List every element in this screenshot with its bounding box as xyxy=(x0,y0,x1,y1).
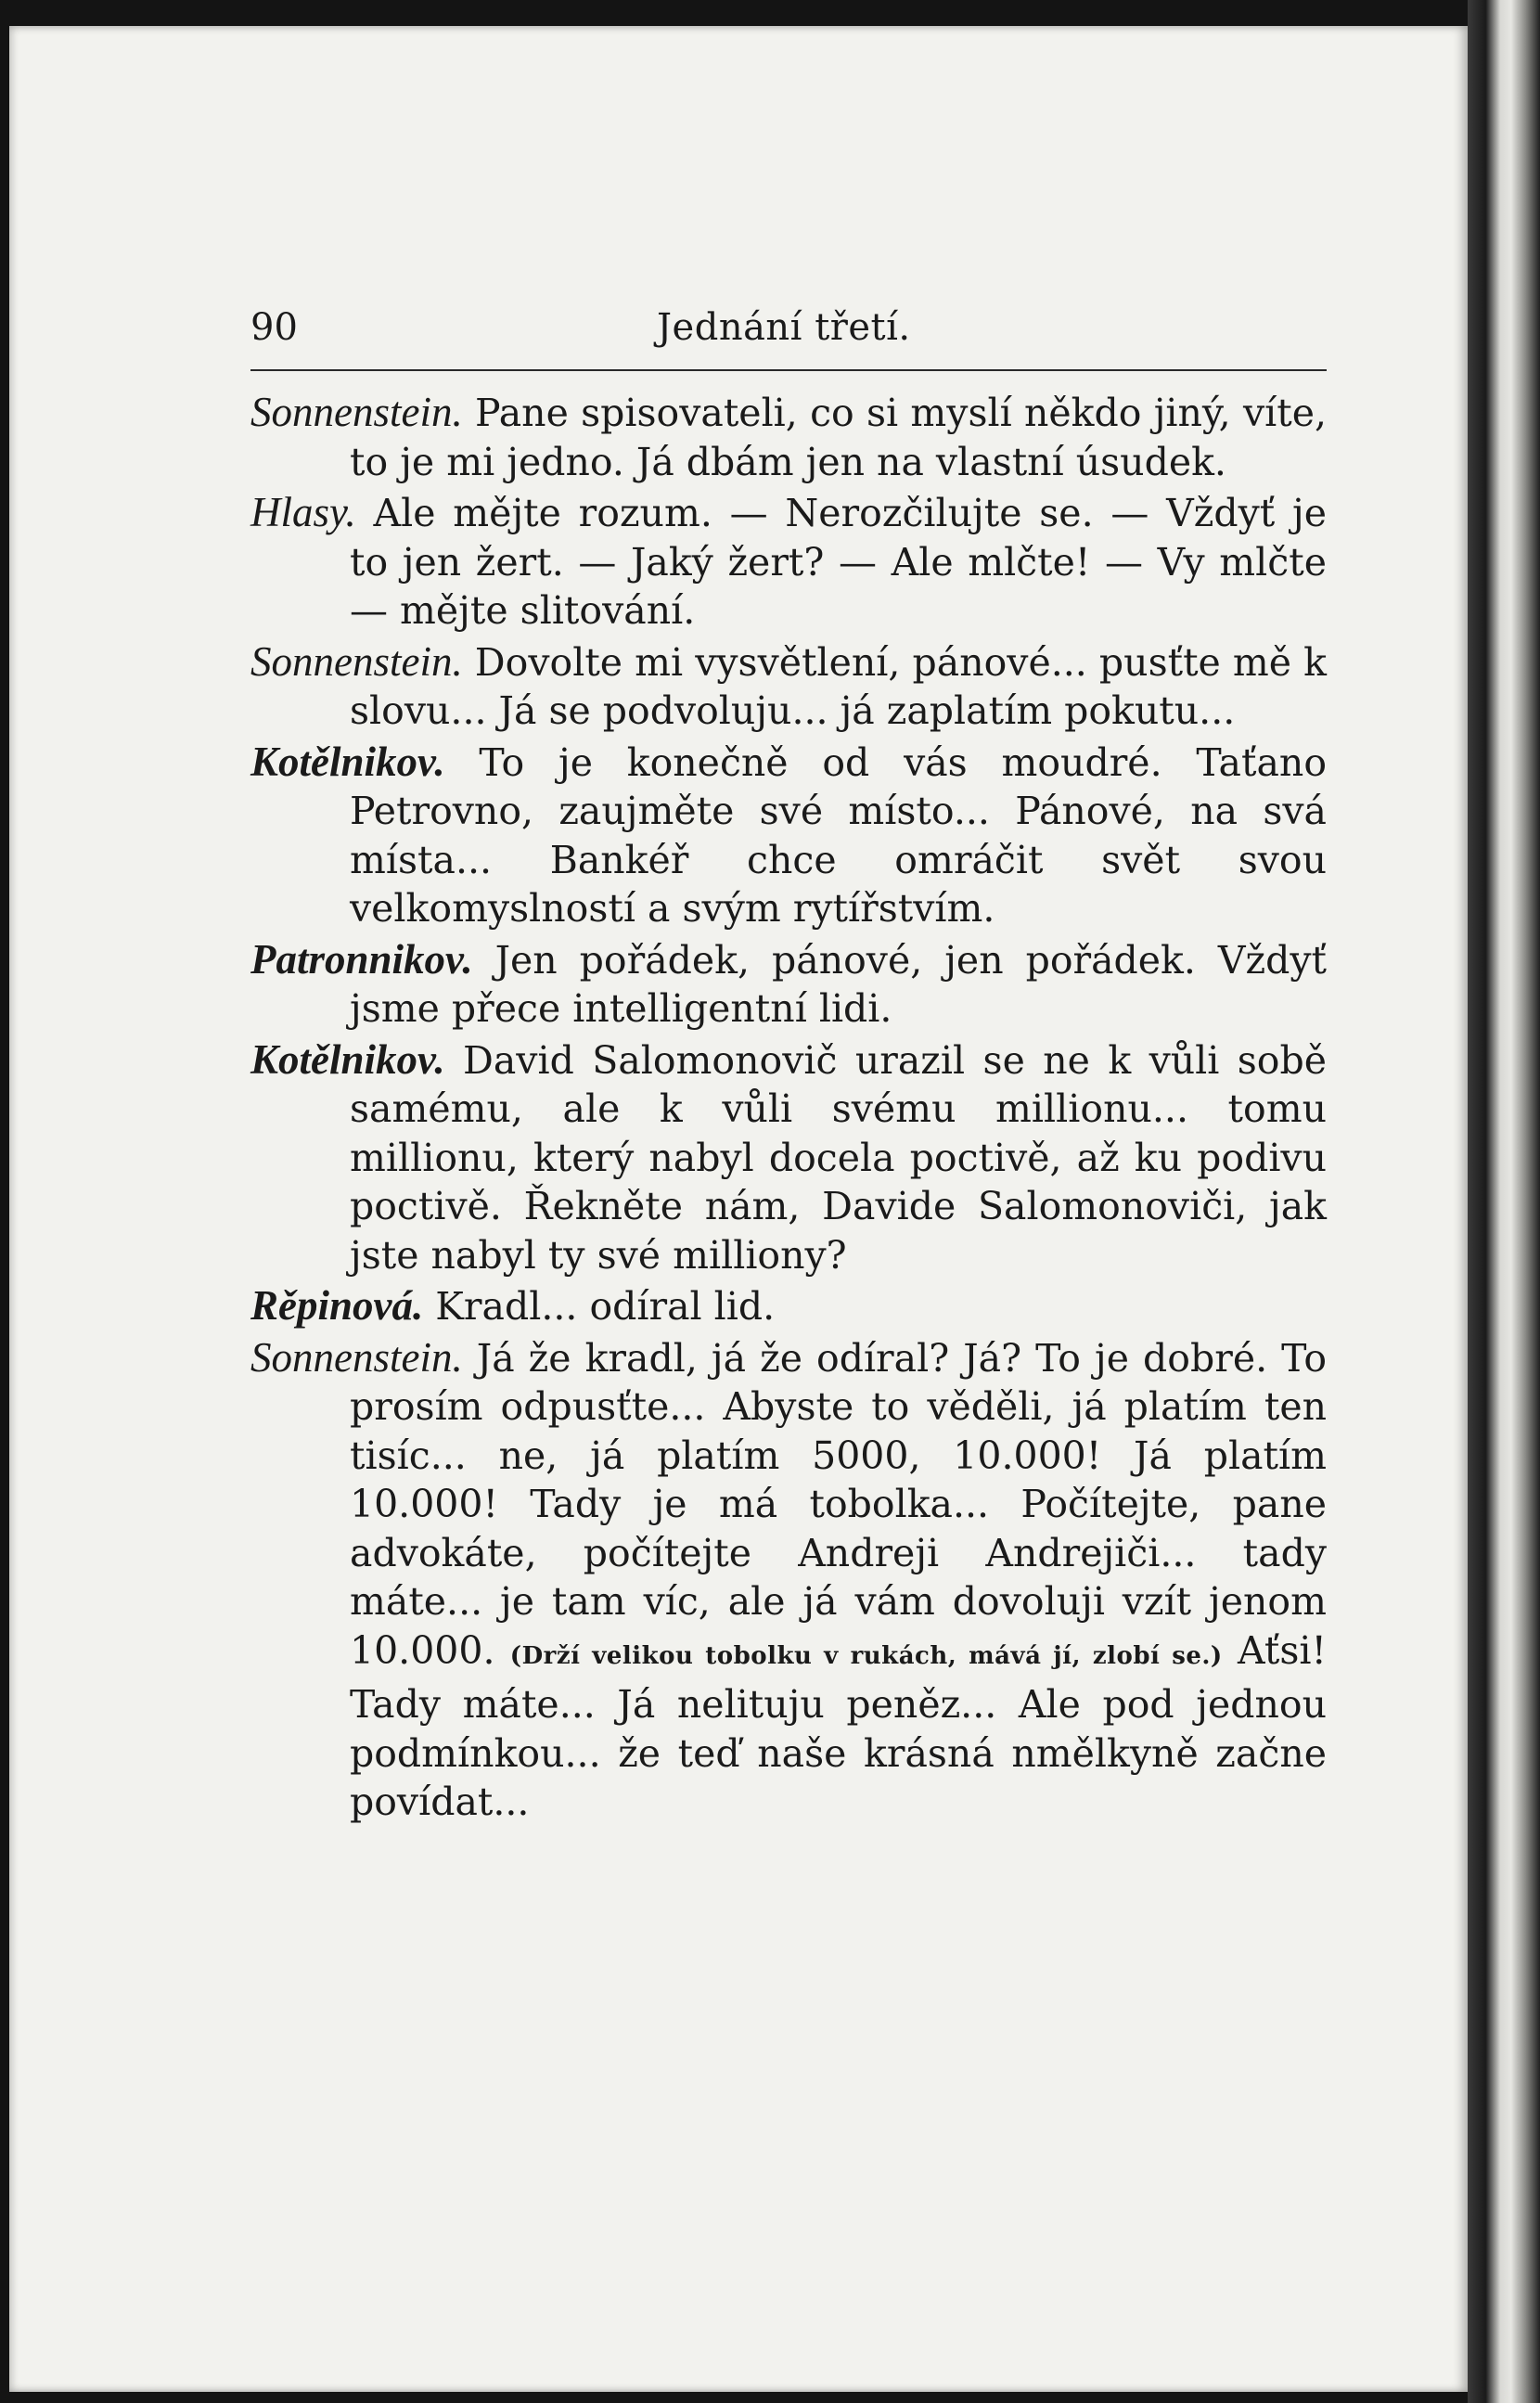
speaker-name: Sonnenstein. xyxy=(250,637,463,685)
page-content xyxy=(250,306,1327,1829)
speaker-name: Kotělnikov. xyxy=(250,1035,445,1083)
book-spine xyxy=(1468,0,1540,2403)
speech-text: David Salomonovič urazil se ne k vůli sobě samému, ale k vůli svému millionu... tomu millionu, který nabyl docela poctivě, až ku podivu poctivě. Řekněte nám, Davide Salomonoviči, jak jste nabyl ty své milliony? xyxy=(350,1037,1327,1278)
running-title: Jednání třetí. xyxy=(657,306,911,349)
speech-text: Kradl... odíral lid. xyxy=(423,1284,776,1329)
header-rule xyxy=(250,369,1327,371)
speech-kotelnikov-1 xyxy=(250,738,1327,933)
speech-text: Jen pořádek, pánové, jen pořádek. Vždyť jsme přece intelligentní lidi. xyxy=(350,937,1327,1031)
speaker-name: Sonnenstein. xyxy=(250,389,463,435)
page-number: 90 xyxy=(250,306,298,349)
speech-patronnikov xyxy=(250,935,1327,1034)
speaker-name: Rěpinová. xyxy=(250,1282,424,1329)
speaker-name: Hlasy. xyxy=(250,489,356,535)
speech-kotelnikov-2 xyxy=(250,1035,1327,1280)
speech-text: Ale mějte rozum. — Nerozčilujte se. — Vždyť je to jen žert. — Jaký žert? — Ale mlčte! — Vy mlčte — mějte slitování. xyxy=(350,491,1327,633)
speech-text: To je konečně od vás moudré. Taťano Petrovno, zaujměte své místo... Pánové, na svá místa... Bankéř chce omráčit svět svou velkomyslností a svým rytířstvím. xyxy=(350,739,1327,931)
speech-hlasy xyxy=(250,488,1327,636)
stage-direction: (Drží velikou tobolku v rukách, mává jí, zlobí se.) xyxy=(509,1641,1223,1670)
speech-text-continued: Aťsi! Tady máte... Já nelituju peněz... Ale pod jednou podmínkou... že teď naše krásná nmělkyně začne povídat... xyxy=(350,1627,1328,1824)
speaker-name: Sonnenstein. xyxy=(250,1333,463,1381)
speech-sonnenstein-2 xyxy=(250,637,1327,736)
speech-sonnenstein-3 xyxy=(250,1333,1327,1827)
speech-sonnenstein-1 xyxy=(250,388,1327,486)
speaker-name: Patronnikov. xyxy=(250,935,473,983)
speech-text: Pane spisovateli, co si myslí někdo jiný, víte, to je mi jedno. Já dbám jen na vlastní úsudek. xyxy=(350,391,1327,484)
speech-text: Já že kradl, já že odíral? Já? To je dobré. To prosím odpusťte... Abyste to věděli, já platím ten tisíc... ne, já platím 5000, 10.000! Já platím 10.000! Tady je má tobolka... Počítejte, pane advokáte, počítejte Andreji Andrejiči... tady máte... je tam víc, ale já vám dovoluji vzít jenom 10.000. xyxy=(350,1335,1327,1673)
running-head xyxy=(250,306,1327,362)
speech-text: Dovolte mi vysvětlení, pánové... pusťte mě k slovu... Já se podvoluju... já zaplatím pokutu... xyxy=(350,639,1327,733)
speech-repinova xyxy=(250,1281,1327,1331)
speaker-name: Kotělnikov. xyxy=(250,738,445,785)
